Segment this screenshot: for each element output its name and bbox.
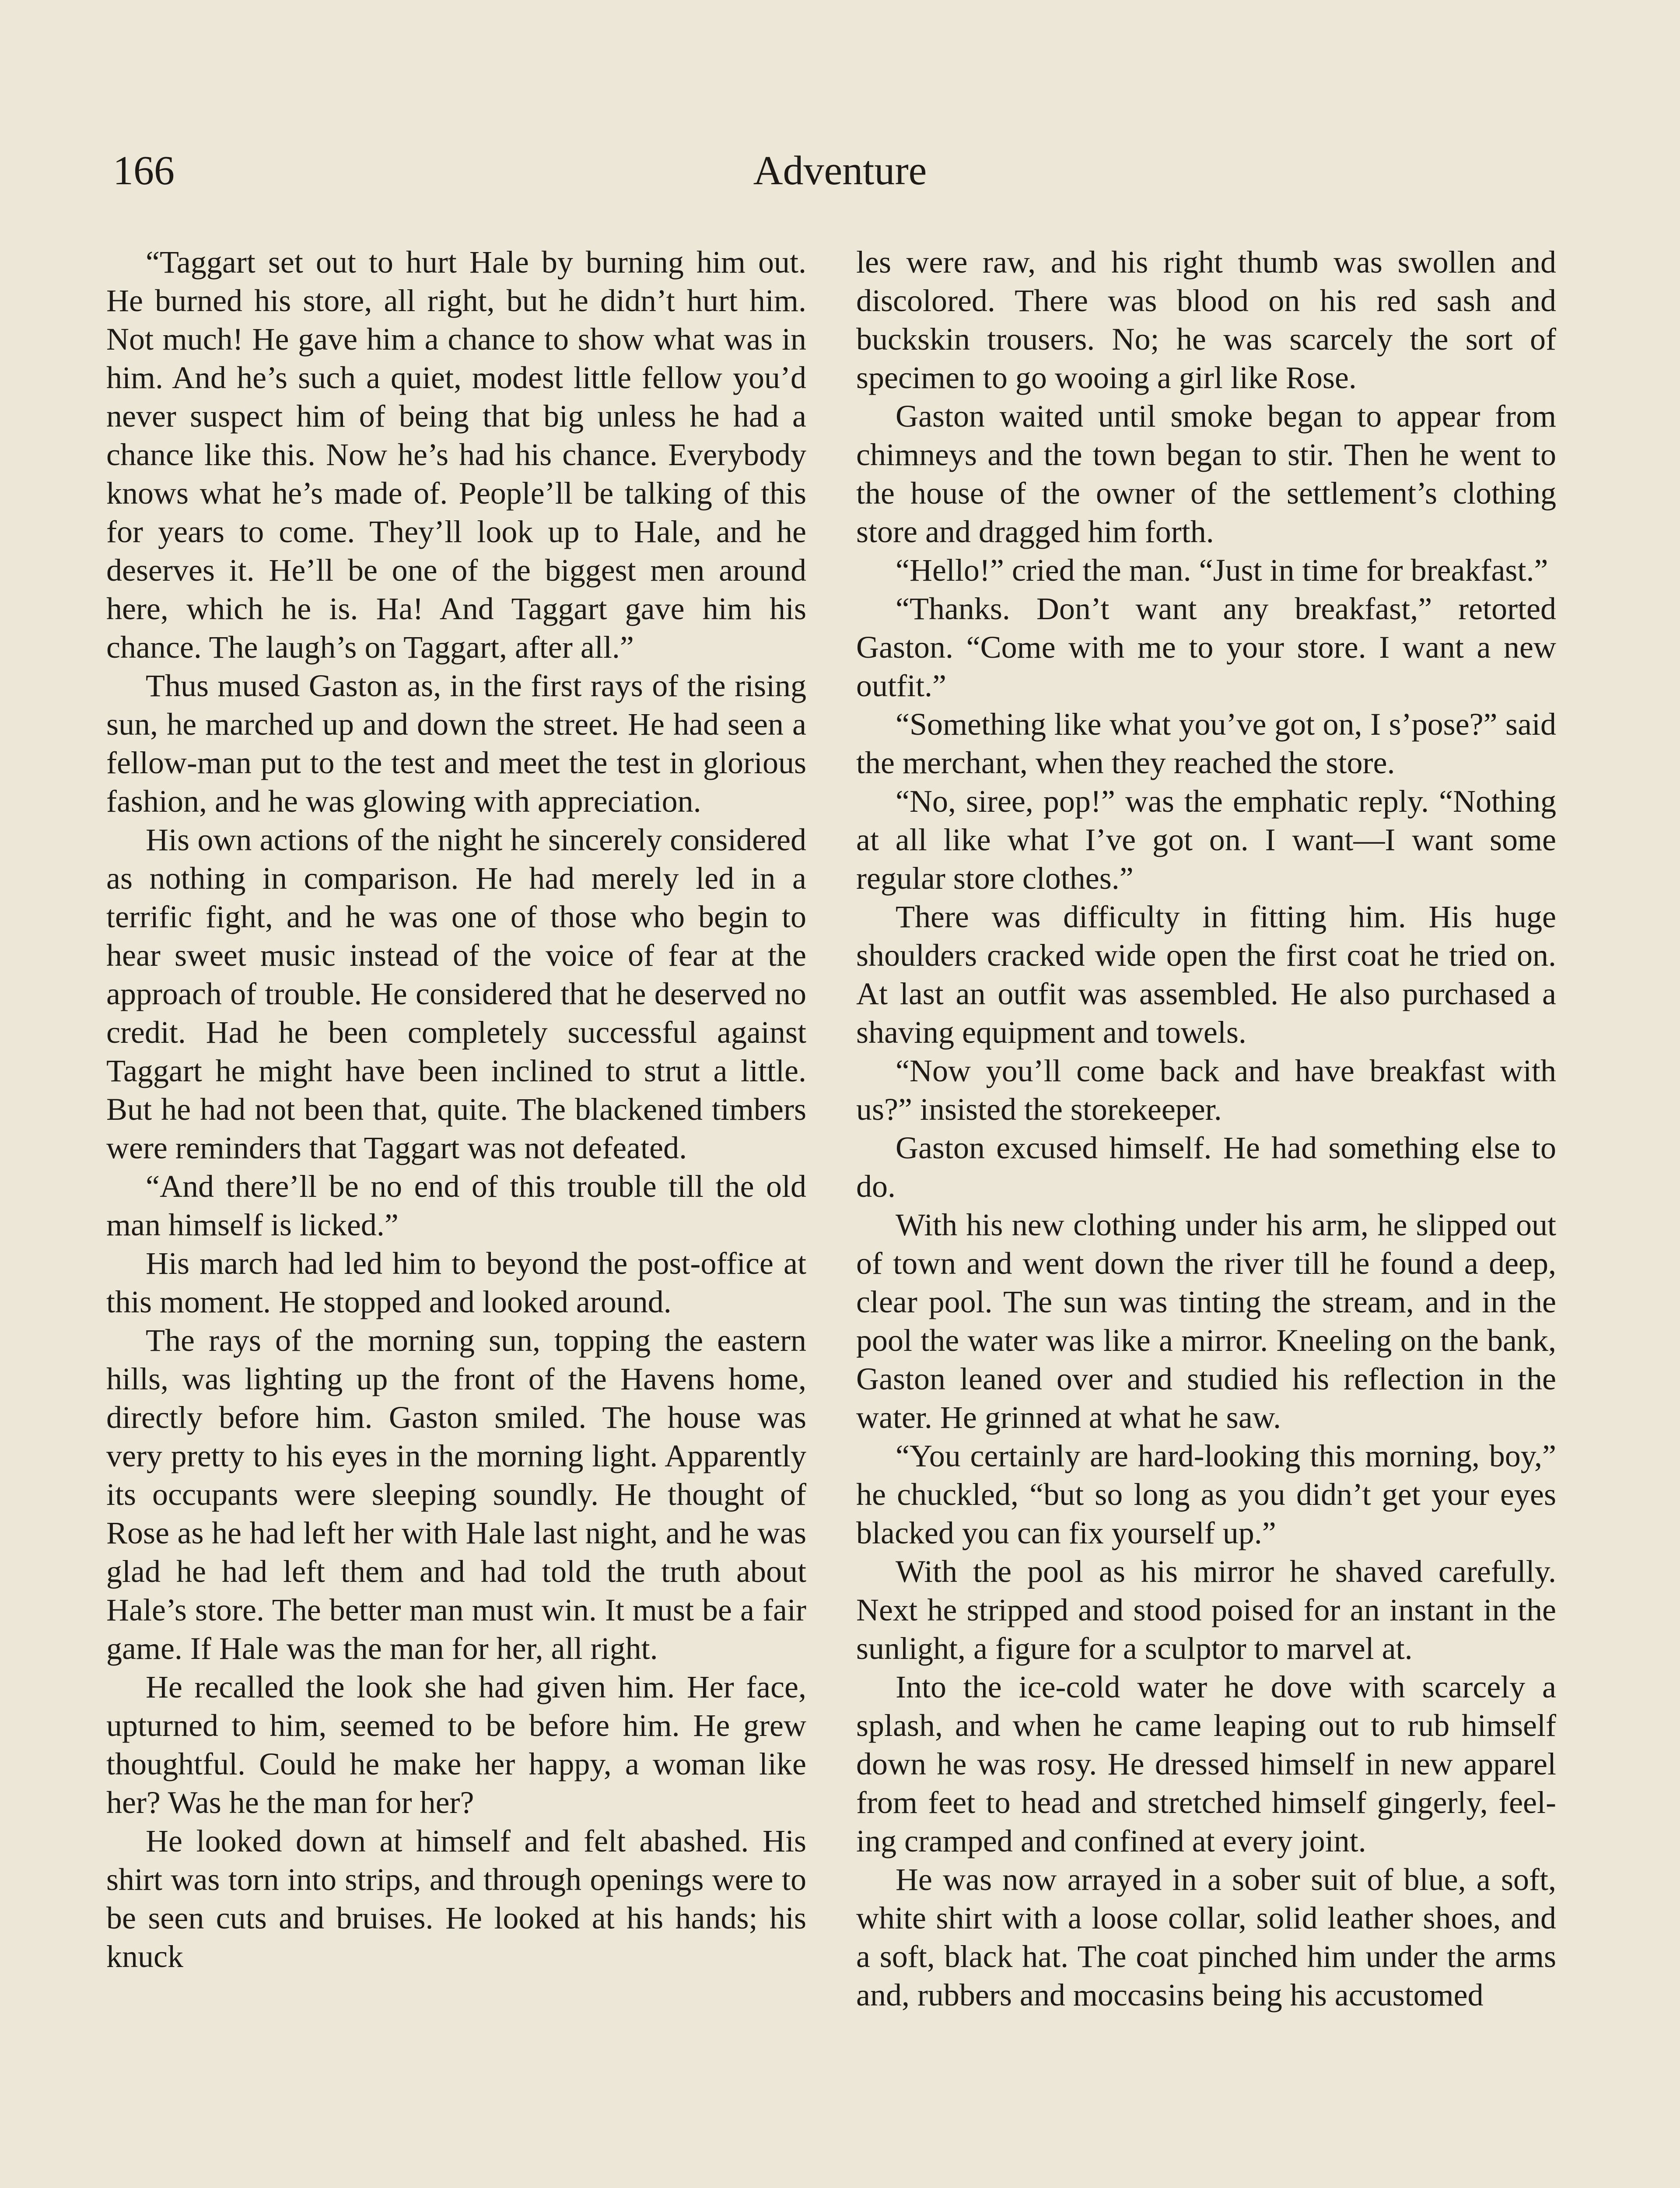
paragraph: “Thanks. Don’t want any breakfast,” retorted Gaston. “Come with me to your store. I want a new outfit.” [856,591,1556,703]
paragraph: “You certainly are hard-looking this morning, boy,” he chuckled, “but so long as you didn’t get your eyes blacked you can fix yourself up.” [856,1438,1556,1550]
page-header [113,144,1567,197]
paragraph: “Hello!” cried the man. “Just in time for breakfast.” [896,553,1548,588]
right-column [856,243,1556,2014]
paragraph: His march had led him to beyond the post-office at this moment. He stopped and looked around. [106,1246,806,1319]
paragraph: “No, siree, pop!” was the emphatic reply. “Nothing at all like what I’ve got on. I want—I want some regular store clothes.” [856,784,1556,896]
left-column [106,243,806,1976]
paragraph: “Something like what you’ve got on, I s’pose?” said the merchant, when they reached the store. [856,707,1556,780]
paragraph: There was difficulty in fitting him. His huge shoulders cracked wide open the first coat he tried on. At last an outfit was assembled. He also purchased a shaving equipment and towels. [856,899,1556,1050]
running-title: Adventure [753,148,927,193]
paragraph: He looked down at himself and felt abashed. His shirt was torn into strips, and through openings were to be seen cuts and bruises. He looked at his hands; his knuck [106,1823,806,1974]
paragraph: Gaston waited until smoke began to appear from chimneys and the town began to stir. Then he went to the house of the owner of the settlement’s clothing store and dragged him forth. [856,399,1556,549]
paragraph: With the pool as his mirror he shaved carefully. Next he stripped and stood poised for an instant in the sunlight, a figure for a sculptor to marvel at. [856,1554,1556,1666]
paragraph: He was now arrayed in a sober suit of blue, a soft, white shirt with a loose collar, solid leather shoes, and a soft, black hat. The coat pinched him under the arms and, rubbers and moccasins being his accustomed [856,1862,1556,2013]
paragraph: Gaston excused himself. He had something else to do. [856,1130,1556,1204]
paragraph-continuation: les were raw, and his right thumb was swollen and discolored. There was blood on his red sash and buckskin trousers. No; he was scarcely the sort of specimen to go wooing a girl like Rose. [856,245,1556,395]
paragraph: He recalled the look she had given him. Her face, upturned to him, seemed to be before him. He grew thoughtful. Could he make her happy, a woman like her? Was he the man for her? [106,1669,806,1820]
paragraph: His own actions of the night he sincerely considered as nothing in comparison. He had merely led in a terrific fight, and he was one of those who begin to hear sweet music instead of the voice of fear at the approach of trouble. He considered that he deserved no credit. Had he been completely successful against Taggart he might have been inclined to strut a little. But he had not been that, quite. The blackened timbers were reminders that Taggart was not defeated. [106,822,806,1165]
paragraph: “And there’ll be no end of this trouble till the old man himself is licked.” [106,1169,806,1242]
page-number: 166 [113,148,175,193]
paragraph: “Taggart set out to hurt Hale by burning him out. He burned his store, all right, but he didn’t hurt him. Not much! He gave him a chance to show what was in him. And he’s such a quiet, modest little fellow you’d never suspect him of being that big unless he had a chance like this. Now he’s had his chance. Everybody knows what he’s made of. People’ll be talking of this for years to come. They’ll look up to Hale, and he deserves it. He’ll be one of the biggest men around here, which he is. Ha! And Taggart gave him his chance. The laugh’s on Taggart, after all.” [106,245,806,665]
paragraph: The rays of the morning sun, topping the eastern hills, was lighting up the front of the Havens home, directly before him. Gaston smiled. The house was very pretty to his eyes in the morning light. Apparently its occupants were sleeping soundly. He thought of Rose as he had left her with Hale last night, and he was glad he had left them and had told the truth about Hale’s store. The better man must win. It must be a fair game. If Hale was the man for her, all right. [106,1323,806,1666]
paragraph: “Now you’ll come back and have breakfast with us?” insisted the storekeeper. [856,1053,1556,1127]
paragraph: With his new clothing under his arm, he slipped out of town and went down the river till he found a deep, clear pool. The sun was tinting the stream, and in the pool the water was like a mirror. Kneeling on the bank, Gaston leaned over and studied his reflection in the water. He grinned at what he saw. [856,1207,1556,1435]
paragraph: Into the ice-cold water he dove with scarcely a splash, and when he came leaping out to rub himself down he was rosy. He dressed himself in new apparel from feet to head and stretched himself gingerly, feeling cramped and confined at every joint. [856,1669,1556,1858]
paragraph: Thus mused Gaston as, in the first rays of the rising sun, he marched up and down the street. He had seen a fellow-man put to the test and meet the test in glorious fashion, and he was glowing with appreciation. [106,668,806,819]
